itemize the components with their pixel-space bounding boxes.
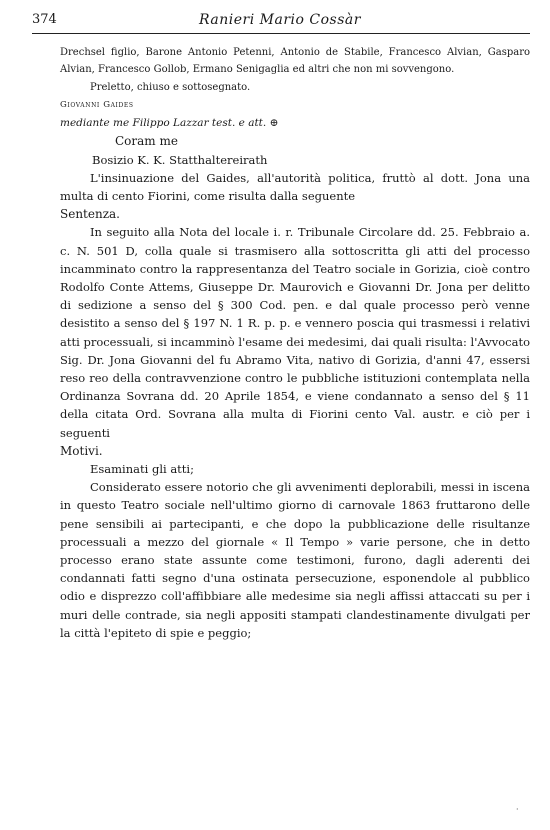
running-title: Ranieri Mario Cossàr (199, 12, 361, 28)
sentenza-heading: Sentenza. (60, 207, 120, 222)
motivi-heading: Motivi. (60, 443, 103, 458)
bosizio-line: Bosizio K. K. Statthaltereirath (92, 152, 268, 167)
signature-name: Giovanni Gaides (60, 99, 134, 110)
considerato-paragraph: Considerato essere notorio che gli avvenimenti deplorabili, messi in iscena in questo Teatro sociale nell'ultimo giorno di carnovale 1863 fruttarono delle pene sensibili ai partecipanti, e che dopo la pubblicazione delle risultanze processuali a mezzo del giornale « Il Tempo » varie persone, che in detto processo erano state assunte come testimoni, furono, dagli aderenti dei condannati fatti segno d'una ostinata persecuzione, esponendole al pubblico odio e disprezzo coll'affibbiare alle medesime sia negli affissi attaccati su per i muri delle contrade, sia negli appositi stampati clandestinamente divulgati per la città l'epiteto di spie e peggio; (60, 480, 530, 640)
running-header (32, 12, 528, 34)
page-number: 374 (32, 12, 57, 27)
coram-line: Coram me (115, 134, 178, 149)
page-mark: · (516, 805, 519, 814)
header-rule (32, 33, 530, 34)
insinuazione-paragraph: L'insinuazione del Gaides, all'autorità politica, fruttò al dott. Jona una multa di cento Fiorini, come risulta dalla seguente (60, 170, 530, 203)
esaminati-line: Esaminati gli atti; (90, 461, 194, 476)
witness-list: Drechsel figlio, Barone Antonio Petenni, Antonio de Stabile, Francesco Alvian, Gasparo Alvian, Francesco Gollob, Ermano Senigaglia ed altri che non mi sovvengono. (60, 47, 530, 76)
read-closed-note: Preletto, chiuso e sottosegnato. (90, 81, 251, 93)
sentenza-paragraph: In seguito alla Nota del locale i. r. Tribunale Circolare dd. 25. Febbraio a. c. N. 501 D, colla quale si trasmisero alla sottoscritta gli atti del processo incamminato contro la rappresentanza del Teatro sociale in Gorizia, cioè contro Rodolfo Conte Attems, Giuseppe Dr. Maurovich e Giovanni Dr. Jona per delitto di sedizione a senso del § 300 Cod. pen. e dal quale processo però venne desistito a senso del § 197 N. 1 R. p. p. e vennero poscia qui trasmessi i relativi atti processuali, si incamminò l'esame dei medesimi, dai quali risulta: l'Avvocato Sig. Dr. Jona Giovanni del fu Abramo Vita, nativo di Gorizia, d'anni 47, essersi reso reo della contravvenzione contro le pubbliche istituzioni contemplata nella Ordinanza Sovrana dd. 20 Aprile 1854, e viene condannato a senso del § 11 della citata Ord. Sovrana alla multa di Fiorini cento Val. austr. e ciò per i seguenti (60, 225, 530, 440)
body-text (60, 44, 530, 642)
signature-mediante: mediante me Filippo Lazzar test. e att. ⊕ (60, 117, 279, 130)
